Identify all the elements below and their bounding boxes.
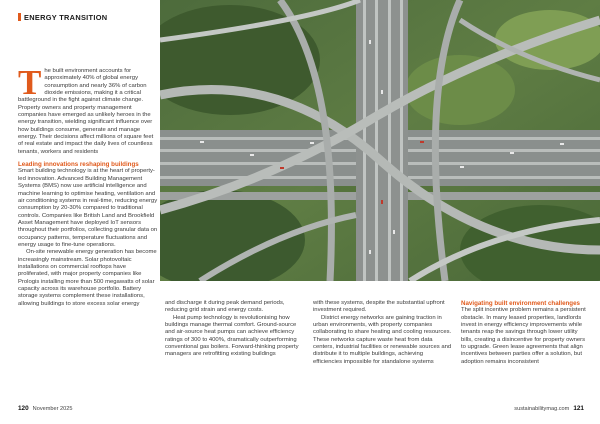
col4-paragraph-1: The split incentive problem remains a persistent obstacle. In many leased properties, landlords invest in energy efficiency improvements while tenants reap the savings through lower utility bills, creating a disincentive for property owners to upgrade. Green lease agreements that align incentives between parties offer a solution, but adoption remains inconsistent [461, 307, 586, 365]
drop-cap: T [18, 63, 42, 102]
website-url[interactable]: sustainabilitymag.com [514, 406, 570, 412]
col2-paragraph-2: Heat pump technology is revolutionising how buildings manage thermal comfort. Ground-source and air-source heat pumps can achieve efficiency ratings of 300 to 400%, dramatically outperforming conventional gas boilers. Forward-thinking property managers are retrofitting existing buildings [165, 314, 299, 358]
footer-right [514, 405, 584, 412]
section-title [18, 13, 158, 22]
column-1 [18, 63, 158, 308]
paragraph-bms: Smart building technology is at the heart of property-led innovation. Advanced Building Management Systems (BMS) now use artificial intelligence and machine learning to optimise heating, ventilation and air conditioning systems in real-time, reducing energy consumption by 20-30% compared to traditional controls. Companies like British Land and Brookfield Asset Management have deployed IoT sensors throughout their portfolios, collecting granular data on occupancy patterns, temperature fluctuations and energy usage to fine-tune operations. [18, 168, 158, 248]
col3-paragraph-1: with these systems, despite the substantial upfront investment required. [313, 300, 445, 314]
intro-paragraph [18, 63, 158, 156]
highway-interchange-photo [160, 0, 600, 281]
subheading-challenges: Navigating built environment challenges [461, 300, 580, 307]
page-number-right: 121 [573, 405, 584, 412]
accent-bar [18, 13, 21, 21]
footer-left [18, 405, 72, 412]
col2-paragraph-1: and discharge it during peak demand periods, reducing grid strain and energy costs. [165, 300, 285, 314]
aerial-photo-illustration [160, 0, 600, 281]
section-title-text: ENERGY TRANSITION [24, 13, 108, 22]
intro-text: he built environment accounts for approximately 40% of global energy consumption and nearly 36% of carbon dioxide emissions, making it a critical battleground in the fight against climate change. Property owners and property management companies have emerged as unlikely heroes in the energy transition, wielding significant influence over how buildings consume, generate and manage energy. Their decisions affect millions of square feet of real estate and impact the daily lives of countless tenants, workers and residents [18, 68, 154, 155]
issue-date: November 2025 [32, 406, 73, 412]
column-2 [165, 300, 305, 359]
subheading-innovations: Leading innovations reshaping buildings [18, 161, 139, 169]
paragraph-solar: On-site renewable energy generation has become increasingly mainstream. Solar photovoltaic installations on commercial rooftops have proliferated, with major property companies like Prologis installing more than 500 megawatts of solar capacity across its warehouse portfolio. Battery storage systems complement these installations, allowing buildings to store excess solar energy [18, 249, 157, 307]
page-number-left: 120 [18, 405, 29, 412]
column-3 [313, 300, 453, 366]
column-4 [461, 300, 586, 366]
col3-paragraph-2: District energy networks are gaining traction in urban environments, with property companies collaborating to share heating and cooling resources. These networks capture waste heat from data centers, industrial facilities or renewable sources and distribute it to multiple buildings, achieving efficiencies impossible for standalone systems [313, 314, 452, 365]
